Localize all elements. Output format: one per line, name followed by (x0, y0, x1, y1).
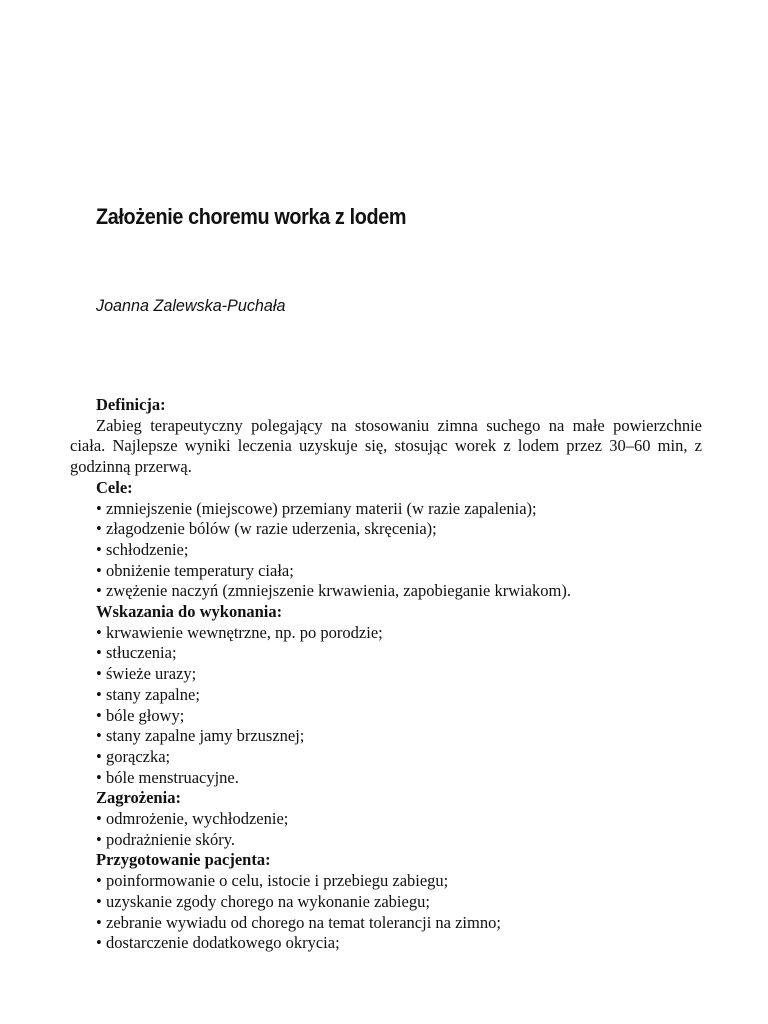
list-item-text: stany zapalne jamy brzusznej; (106, 726, 305, 746)
list-item (70, 809, 702, 830)
list-item (70, 499, 702, 520)
list-item (70, 664, 702, 685)
list-item-text: zebranie wywiadu od chorego na temat tolerancji na zimno; (106, 912, 501, 932)
document-body (70, 395, 702, 954)
list-item (70, 685, 702, 706)
list-item-text: zwężenie naczyń (zmniejszenie krwawienia, zapobieganie krwiakom). (106, 581, 571, 601)
bullet-icon: • (96, 746, 102, 766)
list-item-text: bóle menstruacyjne. (106, 767, 239, 787)
list-item (70, 768, 702, 789)
author-name: Joanna Zalewska-Puchała (96, 296, 286, 315)
list-item (70, 913, 702, 934)
list-item (70, 830, 702, 851)
list-item (70, 581, 702, 602)
bullet-icon: • (96, 684, 102, 704)
list-item-text: stany zapalne; (106, 684, 200, 704)
list-item (70, 706, 702, 727)
section-heading-definition: Definicja: (96, 395, 166, 414)
list-item-text: stłuczenia; (106, 643, 177, 663)
list-item-text: zmniejszenie (miejscowe) przemiany materii (w razie zapalenia); (106, 498, 537, 518)
definition-text: Zabieg terapeutyczny polegający na stosowaniu zimna suchego na małe powierzchnie ciała. Najlepsze wyniki leczenia uzyskuje się, stosując worek z lodem przez 30–60 min, z godzinną przerwą. (70, 415, 702, 477)
list-item-text: świeże urazy; (106, 664, 197, 684)
bullet-icon: • (96, 726, 102, 746)
bullet-icon: • (96, 539, 102, 559)
list-item (70, 871, 702, 892)
list-item-text: uzyskanie zgody chorego na wykonanie zabiegu; (106, 891, 430, 911)
bullet-icon: • (96, 912, 102, 932)
bullet-icon: • (96, 809, 102, 829)
bullet-icon: • (96, 622, 102, 642)
list-item (70, 519, 702, 540)
list-item (70, 623, 702, 644)
bullet-icon: • (96, 933, 102, 953)
bullet-icon: • (96, 767, 102, 787)
page-title: Założenie choremu worka z lodem (96, 204, 407, 229)
bullet-icon: • (96, 519, 102, 539)
list-item-text: podrażnienie skóry. (106, 829, 236, 849)
list-item-text: złagodzenie bólów (w razie uderzenia, skręcenia); (106, 519, 437, 539)
list-item (70, 726, 702, 747)
list-item-text: schłodzenie; (106, 539, 189, 559)
bullet-icon: • (96, 498, 102, 518)
list-item-text: krwawienie wewnętrzne, np. po porodzie; (106, 622, 383, 642)
bullet-icon: • (96, 643, 102, 663)
list-item-text: obniżenie temperatury ciała; (106, 560, 294, 580)
list-item-text: gorączka; (106, 746, 171, 766)
bullet-icon: • (96, 581, 102, 601)
section-heading-indications: Wskazania do wykonania: (96, 602, 283, 622)
list-item (70, 892, 702, 913)
list-item-text: dostarczenie dodatkowego okrycia; (106, 933, 340, 953)
list-item (70, 540, 702, 561)
list-item (70, 933, 702, 954)
bullet-icon: • (96, 871, 102, 891)
list-item-text: poinformowanie o celu, istocie i przebiegu zabiegu; (106, 871, 449, 891)
list-item-text: bóle głowy; (106, 705, 185, 725)
list-item (70, 561, 702, 582)
section-heading-risks: Zagrożenia: (96, 788, 181, 808)
bullet-icon: • (96, 664, 102, 684)
bullet-icon: • (96, 560, 102, 580)
section-heading-goals: Cele: (96, 477, 133, 497)
list-item (70, 747, 702, 768)
bullet-icon: • (96, 829, 102, 849)
bullet-icon: • (96, 891, 102, 911)
bullet-icon: • (96, 705, 102, 725)
section-heading-preparation: Przygotowanie pacjenta: (96, 850, 271, 870)
list-item (70, 643, 702, 664)
list-item-text: odmrożenie, wychłodzenie; (106, 809, 289, 829)
